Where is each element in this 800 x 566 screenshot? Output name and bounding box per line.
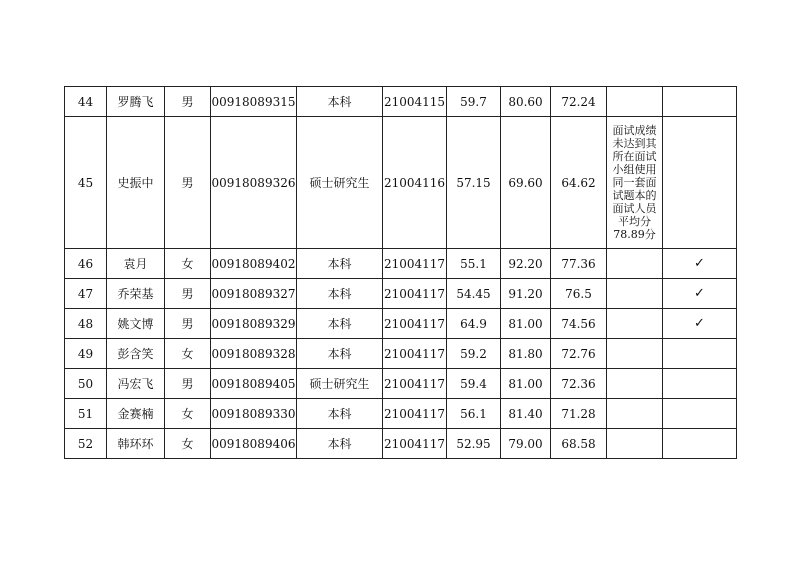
table-row: [65, 117, 737, 249]
check-mark-cell: [663, 429, 737, 459]
table-row: [65, 369, 737, 399]
table-row: [65, 249, 737, 279]
name-cell: 史振中: [107, 117, 165, 249]
exam-id-cell: 00918089329: [211, 309, 297, 339]
exam-id-cell: 00918089326: [211, 117, 297, 249]
written-score-cell: 52.95: [447, 429, 501, 459]
table-row: [65, 87, 737, 117]
total-score-cell: 72.36: [551, 369, 607, 399]
name-cell: 罗腾飞: [107, 87, 165, 117]
gender-cell: 男: [165, 87, 211, 117]
education-cell: 本科: [297, 309, 383, 339]
written-score-cell: 56.1: [447, 399, 501, 429]
position-code-cell: 21004115: [383, 87, 447, 117]
interview-score-cell: 81.80: [501, 339, 551, 369]
row-number-cell: 45: [65, 117, 107, 249]
written-score-cell: 59.4: [447, 369, 501, 399]
remark-cell: [607, 87, 663, 117]
position-code-cell: 21004117: [383, 249, 447, 279]
gender-cell: 女: [165, 249, 211, 279]
education-cell: 硕士研究生: [297, 369, 383, 399]
interview-score-cell: 69.60: [501, 117, 551, 249]
row-number-cell: 50: [65, 369, 107, 399]
name-cell: 袁月: [107, 249, 165, 279]
score-table: [64, 86, 737, 459]
remark-cell: [607, 249, 663, 279]
education-cell: 本科: [297, 339, 383, 369]
exam-id-cell: 00918089315: [211, 87, 297, 117]
table-row: [65, 309, 737, 339]
written-score-cell: 59.7: [447, 87, 501, 117]
name-cell: 冯宏飞: [107, 369, 165, 399]
row-number-cell: 48: [65, 309, 107, 339]
position-code-cell: 21004117: [383, 309, 447, 339]
education-cell: 本科: [297, 279, 383, 309]
position-code-cell: 21004117: [383, 399, 447, 429]
education-cell: 本科: [297, 87, 383, 117]
row-number-cell: 44: [65, 87, 107, 117]
written-score-cell: 64.9: [447, 309, 501, 339]
position-code-cell: 21004116: [383, 117, 447, 249]
remark-cell: 面试成绩未达到其所在面试小组使用同一套面试题本的面试人员平均分78.89分: [607, 117, 663, 249]
position-code-cell: 21004117: [383, 279, 447, 309]
interview-score-cell: 79.00: [501, 429, 551, 459]
gender-cell: 男: [165, 369, 211, 399]
table-row: [65, 429, 737, 459]
check-mark-cell: [663, 117, 737, 249]
row-number-cell: 52: [65, 429, 107, 459]
name-cell: 彭含笑: [107, 339, 165, 369]
exam-id-cell: 00918089327: [211, 279, 297, 309]
total-score-cell: 68.58: [551, 429, 607, 459]
row-number-cell: 47: [65, 279, 107, 309]
name-cell: 乔荣基: [107, 279, 165, 309]
table-body: [65, 87, 737, 459]
gender-cell: 女: [165, 339, 211, 369]
written-score-cell: 54.45: [447, 279, 501, 309]
check-mark-cell: [663, 369, 737, 399]
remark-cell: [607, 399, 663, 429]
total-score-cell: 71.28: [551, 399, 607, 429]
total-score-cell: 76.5: [551, 279, 607, 309]
remark-cell: [607, 309, 663, 339]
interview-score-cell: 80.60: [501, 87, 551, 117]
check-mark-cell: ✓: [663, 309, 737, 339]
written-score-cell: 59.2: [447, 339, 501, 369]
total-score-cell: 64.62: [551, 117, 607, 249]
education-cell: 本科: [297, 399, 383, 429]
table-row: [65, 279, 737, 309]
total-score-cell: 72.24: [551, 87, 607, 117]
exam-id-cell: 00918089328: [211, 339, 297, 369]
check-mark-cell: ✓: [663, 279, 737, 309]
exam-id-cell: 00918089402: [211, 249, 297, 279]
education-cell: 硕士研究生: [297, 117, 383, 249]
total-score-cell: 74.56: [551, 309, 607, 339]
name-cell: 姚文博: [107, 309, 165, 339]
written-score-cell: 57.15: [447, 117, 501, 249]
interview-score-cell: 81.40: [501, 399, 551, 429]
position-code-cell: 21004117: [383, 429, 447, 459]
total-score-cell: 77.36: [551, 249, 607, 279]
gender-cell: 女: [165, 399, 211, 429]
check-mark-cell: [663, 399, 737, 429]
position-code-cell: 21004117: [383, 369, 447, 399]
check-mark-cell: [663, 339, 737, 369]
gender-cell: 男: [165, 117, 211, 249]
total-score-cell: 72.76: [551, 339, 607, 369]
row-number-cell: 49: [65, 339, 107, 369]
table-row: [65, 399, 737, 429]
interview-score-cell: 81.00: [501, 369, 551, 399]
education-cell: 本科: [297, 429, 383, 459]
remark-cell: [607, 369, 663, 399]
position-code-cell: 21004117: [383, 339, 447, 369]
check-mark-cell: ✓: [663, 249, 737, 279]
name-cell: 韩环环: [107, 429, 165, 459]
gender-cell: 男: [165, 279, 211, 309]
remark-cell: [607, 429, 663, 459]
gender-cell: 女: [165, 429, 211, 459]
written-score-cell: 55.1: [447, 249, 501, 279]
interview-score-cell: 92.20: [501, 249, 551, 279]
table-row: [65, 339, 737, 369]
remark-cell: [607, 279, 663, 309]
interview-score-cell: 81.00: [501, 309, 551, 339]
exam-id-cell: 00918089330: [211, 399, 297, 429]
exam-id-cell: 00918089406: [211, 429, 297, 459]
check-mark-cell: [663, 87, 737, 117]
remark-cell: [607, 339, 663, 369]
gender-cell: 男: [165, 309, 211, 339]
education-cell: 本科: [297, 249, 383, 279]
row-number-cell: 46: [65, 249, 107, 279]
exam-id-cell: 00918089405: [211, 369, 297, 399]
interview-score-cell: 91.20: [501, 279, 551, 309]
row-number-cell: 51: [65, 399, 107, 429]
name-cell: 金赛楠: [107, 399, 165, 429]
